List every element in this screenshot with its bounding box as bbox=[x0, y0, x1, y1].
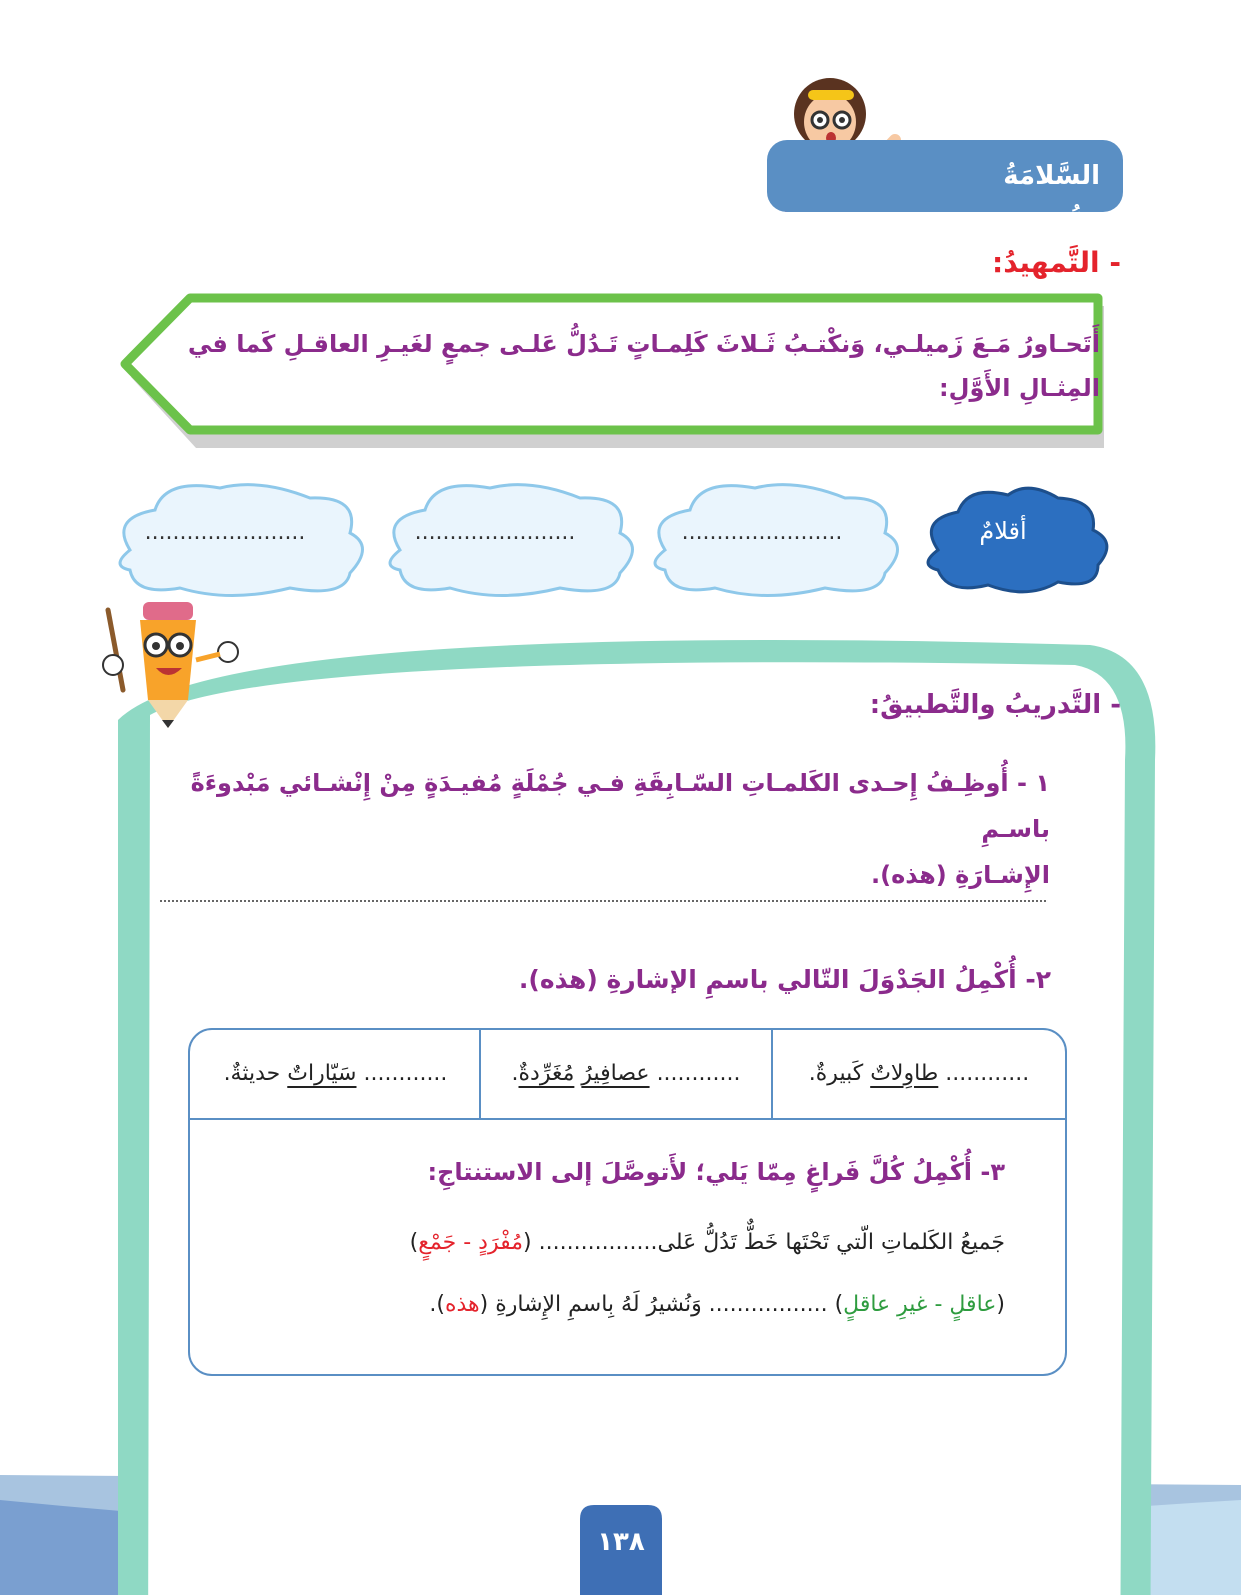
option-singular[interactable]: مُفْرَدٍ bbox=[478, 1230, 524, 1255]
paren-close: ) bbox=[409, 1230, 419, 1255]
question-1 bbox=[150, 760, 1050, 898]
practice-heading: - التَّدريبُ والتَّطبيقُ: bbox=[869, 690, 1121, 720]
conclusion-line-1 bbox=[225, 1230, 1005, 1255]
cloud-blank-3-label: ....................... bbox=[144, 520, 306, 545]
cloud-example-label: أقلامٌ bbox=[979, 517, 1027, 545]
question-2: ٢- أُكْمِلُ الجَدْوَلَ التّالي باسمِ الإشارةِ (هذه). bbox=[518, 965, 1051, 994]
paren-close-2: ) bbox=[834, 1292, 844, 1317]
blank-2[interactable]: ............ bbox=[656, 1061, 741, 1086]
exercise-table bbox=[188, 1028, 1067, 1376]
blank-1[interactable]: ............ bbox=[945, 1061, 1030, 1086]
cell-1-rest: كَبيرةٌ. bbox=[808, 1061, 871, 1086]
intro-line-2: المِثـالِ الأَوَّلِ: bbox=[939, 374, 1100, 402]
cell-2-rest: . bbox=[511, 1061, 519, 1086]
underlined-word-3: سَيّاراتٌ bbox=[287, 1061, 357, 1086]
paren-open: ( bbox=[523, 1230, 532, 1255]
table-cell-3 bbox=[190, 1030, 481, 1118]
blank-3[interactable]: ............ bbox=[363, 1061, 448, 1086]
answer-line[interactable] bbox=[160, 890, 1046, 902]
paren-open-2: ( bbox=[996, 1292, 1005, 1317]
intro-instruction bbox=[170, 322, 1100, 410]
question-1-line-2: الإِشـارَةِ (هذه). bbox=[871, 861, 1050, 889]
option-dash: - bbox=[456, 1230, 479, 1255]
cloud-blank-2-label: ....................... bbox=[414, 520, 576, 545]
cloud-blank-1-label: ....................... bbox=[681, 520, 843, 545]
pencil-character-icon bbox=[88, 590, 248, 730]
option-plural[interactable]: جَمْعٍ bbox=[418, 1230, 457, 1255]
underlined-word-2: عصافِيرُ bbox=[581, 1061, 650, 1086]
question-1-line-1: ١ - أُوظِـفُ إِحـدى الكَلمـاتِ السّـابِقَةِ فـي جُمْلَةٍ مُفيـدَةٍ مِنْ إِنْشـائي مَبْدوءَةً باسـمِ bbox=[190, 769, 1050, 843]
table-cell-2 bbox=[479, 1030, 773, 1118]
underlined-word-1: طاوِلاتٌ bbox=[870, 1061, 939, 1086]
conclusion-1-text: جَميعُ الكَلماتِ الّتي تَحْتَها خَطٌّ تَدُلُّ عَلى................. bbox=[538, 1230, 1005, 1255]
demonstrative-hint: هذه bbox=[444, 1292, 480, 1317]
option-non-rational[interactable]: غيرِ عاقلٍ bbox=[843, 1292, 928, 1317]
intro-heading: - التَّمهيدُ: bbox=[992, 246, 1121, 279]
cell-3-rest: حديثةٌ. bbox=[223, 1061, 288, 1086]
conclusion-2-text: ................. وَنُشيرُ لَهُ بِاسمِ الإِشارةِ ( bbox=[479, 1292, 835, 1317]
question-3: ٣- أُكْمِلُ كُلَّ فَراغٍ مِمّا يَلي؛ لأَتوصَّلَ إلى الاستنتاجِ: bbox=[427, 1158, 1005, 1186]
page-title: السَّلامَةُ اللُّغَوِيَّةُ: bbox=[1003, 161, 1100, 247]
intro-line-1: أَتَحـاورُ مَـعَ زَميلـي، وَنكْتـبُ ثَـلاثَ كَلِمـاتٍ تَـدُلُّ عَلـى جمعٍ لغَيـرِ العاقـلِ كَما في bbox=[187, 330, 1100, 358]
option-rational[interactable]: عاقلٍ bbox=[949, 1292, 997, 1317]
option-dash-2: - bbox=[927, 1292, 950, 1317]
conclusion-2-end: ). bbox=[429, 1292, 445, 1317]
table-divider bbox=[190, 1118, 1065, 1120]
conclusion-line-2 bbox=[225, 1292, 1005, 1317]
underlined-word-2b: مُغَرِّدةٌ bbox=[518, 1061, 575, 1086]
page-number: ١٣٨ bbox=[597, 1527, 645, 1557]
table-cell-1 bbox=[773, 1030, 1065, 1118]
